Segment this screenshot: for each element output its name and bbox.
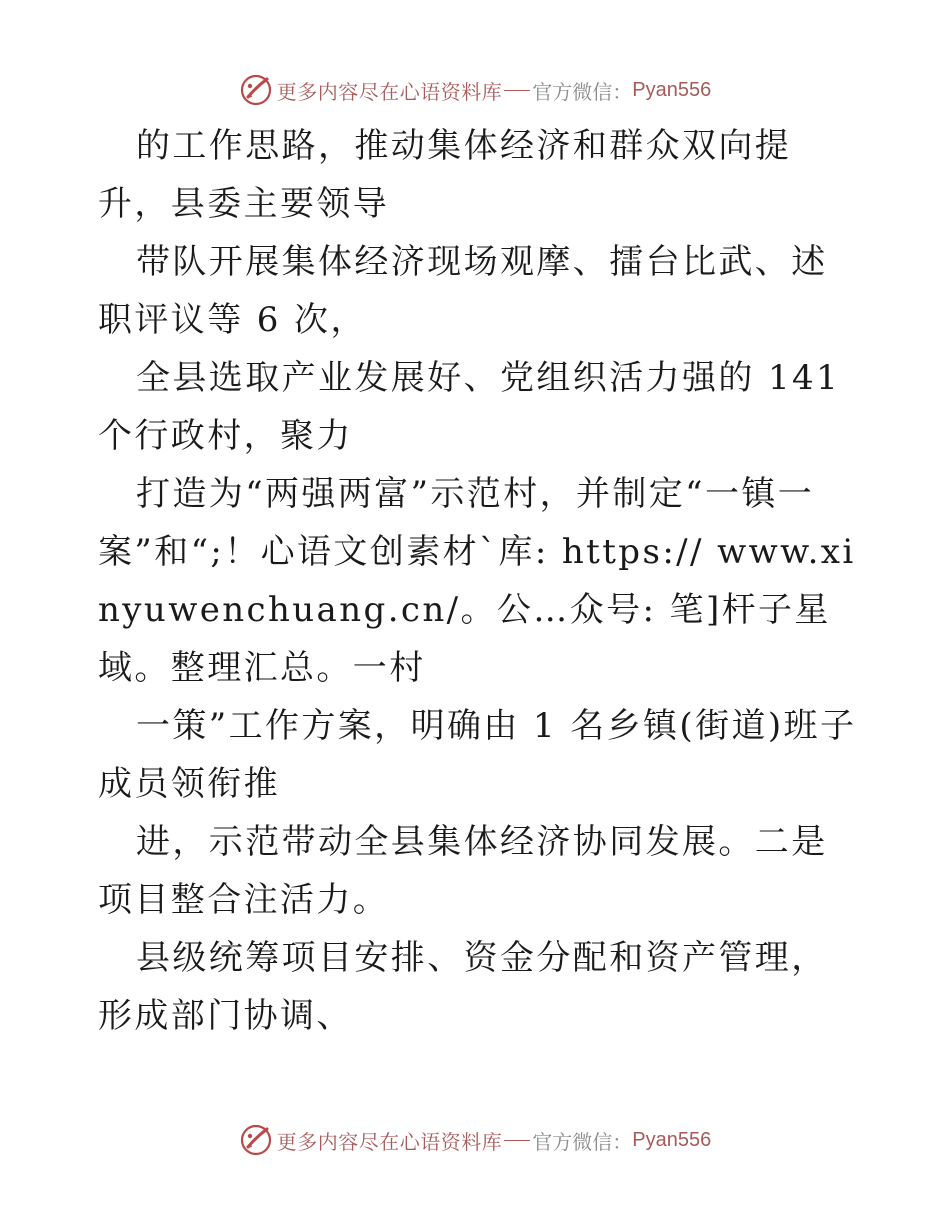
paragraph: 打造为“两强两富”示范村，并制定“一镇一案”和“;！心语文创素材`库: https:// www.xinyuwenchuang.cn/。公…众号: 笔]杆子星域。整理汇总。一村 bbox=[98, 474, 856, 688]
header-watermark-text: 更多内容尽在心语资料库 bbox=[276, 79, 503, 104]
paragraph: 县级统筹项目安排、资金分配和资产管理，形成部门协调、 bbox=[98, 938, 828, 1036]
paragraph: 进，示范带动全县集体经济协同发展。二是项目整合注活力。 bbox=[98, 822, 828, 920]
header-wechat-id: Pyan556 bbox=[632, 78, 712, 101]
footer-dash bbox=[504, 1140, 530, 1141]
document-body bbox=[98, 117, 858, 1045]
paragraph: 一策”工作方案，明确由 1 名乡镇(街道)班子成员领衔推 bbox=[98, 706, 857, 804]
header-watermark bbox=[0, 70, 950, 110]
footer-watermark bbox=[0, 1120, 950, 1160]
brush-logo-icon bbox=[239, 1123, 273, 1157]
paragraph: 的工作思路，推动集体经济和群众双向提升，县委主要领导 bbox=[98, 126, 792, 224]
paragraph: 带队开展集体经济现场观摩、擂台比武、述职评议等 6 次， bbox=[98, 242, 828, 340]
header-dash bbox=[504, 90, 530, 91]
footer-watermark-text: 更多内容尽在心语资料库 bbox=[276, 1129, 503, 1154]
brush-logo-icon bbox=[239, 73, 273, 107]
paragraph: 全县选取产业发展好、党组织活力强的 141 个行政村，聚力 bbox=[98, 358, 854, 456]
footer-wechat-id: Pyan556 bbox=[632, 1128, 712, 1151]
header-wechat-label: 官方微信： bbox=[532, 79, 633, 104]
footer-wechat-label: 官方微信： bbox=[532, 1129, 633, 1154]
